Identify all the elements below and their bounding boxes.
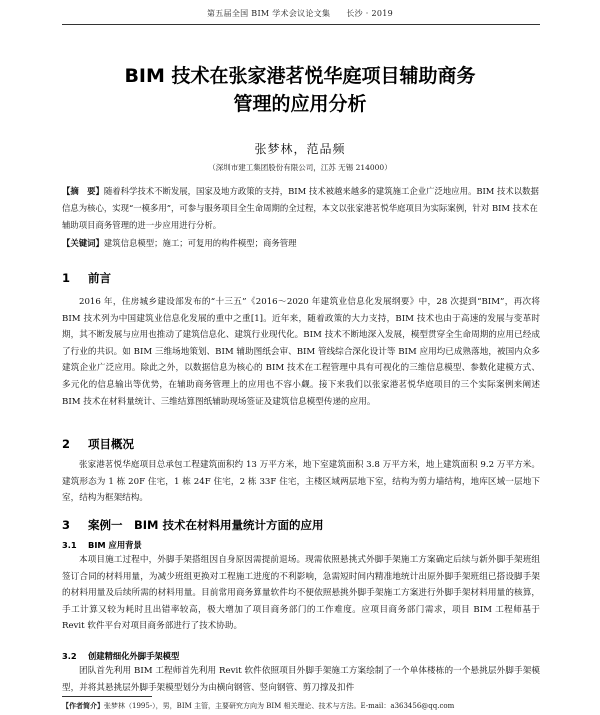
section-heading-3	[62, 517, 324, 533]
subsection-number: 3.1	[62, 540, 77, 550]
paper-title	[0, 62, 600, 118]
keywords-text: 建筑信息模型；施工；可复用的构件模型；商务管理	[103, 238, 297, 248]
section-title: 案例一 BIM 技术在材料用量统计方面的应用	[88, 518, 324, 532]
running-header	[0, 8, 600, 19]
header-rule	[62, 24, 540, 25]
section-number: 1	[62, 271, 71, 285]
abstract	[62, 183, 540, 234]
subsection-title: BIM 应用背景	[88, 540, 142, 550]
footnote-label: 【作者简介】	[62, 701, 104, 710]
subsection-3-1-paragraph: 本项目施工过程中，外脚手架搭组因自身原因需提前退场。现需依照悬挑式外脚手架施工方案确定后续与新外脚手架班组签订合同的材料用量，为减少班组更换对工程施工进度的不利影响，急需短时间内精准地统计出原外脚手架班组已搭设脚手架的材料用量及后续所需的材料用量。目前常用商务算量软件均不便依照悬挑外脚手架施工方案进行外脚手架材料用量的核算，手工计算又较为耗时且出错率较高，极大增加了项目商务部门的工作难度。应项目商务部门需求，项目 BIM 工程师基于 Revit 软件平台对项目商务部进行了技术协助。	[62, 555, 540, 632]
subsection-3-2-paragraph: 团队首先利用 BIM 工程师首先利用 Revit 软件依照项目外脚手架施工方案绘制了一个单体楼栋的一个悬挑层外脚手架模型，并将其悬挑层外脚手架模型划分为由横向钢管、竖向钢管、剪刀撑及扣件	[62, 666, 540, 693]
subsection-number: 3.2	[62, 651, 77, 661]
section-1-paragraph: 2016 年，住房城乡建设部发布的“十三五”《2016～2020 年建筑业信息化发展纲要》中，28 次提到“BIM”，再次将 BIM 技术列为中国建筑业信息化发展的重中之重[1]。近年来，随着政策的大力支持，BIM 技术也由于高速的发展与变革时期，其不断发展与应用也推动了建筑信息化、建筑行业现代化。BIM 技术不断地深入发展，模型贯穿全生命周期的应用已经成了行业的共识。如 BIM 三维场地策划、BIM 辅助图纸会审、BIM 管线综合深化设计等 BIM 应用均已成熟落地，被国内众多建筑企业广泛应用。除此之外，以数据信息为核心的 BIM 技术在工程管理中具有可视化的三维信息模型、参数化建模方式、多元化的信息输出等优势，在辅助商务管理上的应用也不容小觑。接下来我们以张家港茗悦华庭项目的三个实际案例来阐述 BIM 技术在材料量统计、三维结算图纸辅助现场签证及建筑信息模型传递的应用。	[62, 297, 540, 407]
section-heading-2	[62, 436, 134, 452]
location-year: 长沙 · 2019	[346, 9, 394, 18]
subsection-title: 创建精细化外脚手架模型	[88, 651, 180, 661]
author-list: 张梦林，范品频	[254, 142, 346, 156]
affiliation: （深圳市建工集团股份有限公司，江苏 无锡 214000）	[208, 163, 392, 172]
abstract-label: 【摘 要】	[62, 186, 104, 196]
abstract-text: 随着科学技术不断发展，国家及地方政策的支持，BIM 技术被越来越多的建筑施工企业广泛地应用。BIM 技术以数据信息为核心，实现“一模多用”，可参与服务项目全生命周期的全过程，本文以张家港茗悦华庭项目为实际案例，针对 BIM 技术在辅助项目商务管理的进一步应用进行分析。	[62, 186, 539, 230]
section-title: 项目概况	[88, 437, 134, 451]
section-title: 前言	[88, 271, 111, 285]
subsection-heading-3-1	[62, 539, 142, 551]
subsection-heading-3-2	[62, 650, 179, 662]
title-line-2: 管理的应用分析	[233, 93, 367, 115]
footnote-text: 张梦林（1995-），男，BIM 主管，主要研究方向为 BIM 相关理论、技术与方法。E-mail：a363456@qq.com	[104, 702, 455, 710]
author-footnote	[62, 701, 540, 711]
section-number: 2	[62, 437, 71, 451]
keywords-label: 【关键词】	[62, 238, 104, 248]
section-2-paragraph: 张家港茗悦华庭项目总承包工程建筑面积约 13 万平方米，地下室建筑面积 3.8 万平方米，地上建筑面积 9.2 万平方米。建筑形态为 1 栋 20F 住宅，1 栋 24F 住宅，2 栋 33F 住宅，主楼区域两层地下室，结构为剪力墙结构，地库区域一层地下室，结构为框架结构。	[62, 460, 540, 504]
footnote-rule	[62, 696, 152, 697]
section-number: 3	[62, 518, 71, 532]
title-line-1: BIM 技术在张家港茗悦华庭项目辅助商务	[124, 65, 476, 87]
section-heading-1	[62, 270, 111, 286]
conference-name: 第五届全国 BIM 学术会议论文集	[206, 9, 331, 18]
keywords	[62, 235, 540, 252]
